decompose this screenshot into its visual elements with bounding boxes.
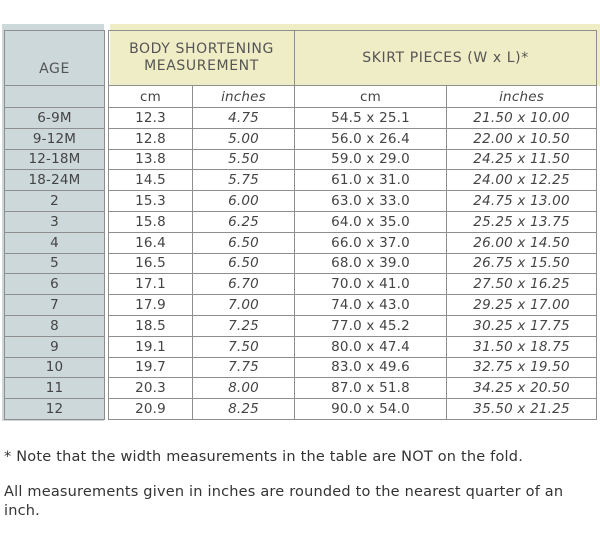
body-cm-cell: 20.9 [109, 399, 193, 420]
table-row [5, 357, 597, 378]
body-inches-cell: 7.75 [193, 357, 295, 378]
units-row [5, 86, 597, 108]
age-cell: 2 [5, 191, 105, 212]
age-cell: 9-12M [5, 128, 105, 149]
fold-note: * Note that the width measurements in the table are NOT on the fold. [4, 449, 523, 465]
age-cell: 11 [5, 378, 105, 399]
skirt-cm-cell: 74.0 x 43.0 [295, 295, 447, 316]
header-row [5, 31, 597, 86]
age-cell: 8 [5, 315, 105, 336]
skirt-cm-cell: 80.0 x 47.4 [295, 336, 447, 357]
skirt-inches-cell: 24.00 x 12.25 [447, 170, 597, 191]
table-row [5, 149, 597, 170]
skirt-inches-cell: 25.25 x 13.75 [447, 211, 597, 232]
body-inches-cell: 7.25 [193, 315, 295, 336]
age-cell: 4 [5, 232, 105, 253]
skirt-cm-cell: 56.0 x 26.4 [295, 128, 447, 149]
body-inches-cell: 5.75 [193, 170, 295, 191]
table-row [5, 232, 597, 253]
body-inches-cell: 6.50 [193, 232, 295, 253]
age-cell: 6 [5, 274, 105, 295]
skirt-inches-cell: 26.00 x 14.50 [447, 232, 597, 253]
body-inches-cell: 4.75 [193, 108, 295, 129]
body-cm-cell: 20.3 [109, 378, 193, 399]
age-units-cell [5, 86, 105, 108]
age-cell: 7 [5, 295, 105, 316]
body-inches-unit: inches [193, 86, 295, 108]
skirt-inches-cell: 35.50 x 21.25 [447, 399, 597, 420]
body-cm-cell: 19.7 [109, 357, 193, 378]
table-row [5, 211, 597, 232]
body-shortening-header: BODY SHORTENING MEASUREMENT [109, 31, 295, 86]
skirt-cm-cell: 54.5 x 25.1 [295, 108, 447, 129]
skirt-inches-cell: 24.75 x 13.00 [447, 191, 597, 212]
body-cm-cell: 19.1 [109, 336, 193, 357]
table-row [5, 399, 597, 420]
skirt-cm-cell: 77.0 x 45.2 [295, 315, 447, 336]
skirt-inches-cell: 34.25 x 20.50 [447, 378, 597, 399]
table-row [5, 274, 597, 295]
age-header: AGE [5, 31, 105, 86]
table-row [5, 253, 597, 274]
skirt-cm-cell: 59.0 x 29.0 [295, 149, 447, 170]
body-cm-cell: 17.9 [109, 295, 193, 316]
body-cm-cell: 13.8 [109, 149, 193, 170]
body-cm-cell: 12.8 [109, 128, 193, 149]
table-row [5, 315, 597, 336]
size-chart-table [4, 30, 597, 420]
body-cm-cell: 18.5 [109, 315, 193, 336]
skirt-inches-cell: 26.75 x 15.50 [447, 253, 597, 274]
table-row [5, 191, 597, 212]
skirt-cm-cell: 66.0 x 37.0 [295, 232, 447, 253]
body-inches-cell: 5.00 [193, 128, 295, 149]
skirt-cm-cell: 64.0 x 35.0 [295, 211, 447, 232]
skirt-inches-cell: 32.75 x 19.50 [447, 357, 597, 378]
table-row [5, 108, 597, 129]
body-inches-cell: 7.00 [193, 295, 295, 316]
body-inches-cell: 6.00 [193, 191, 295, 212]
body-cm-unit: cm [109, 86, 193, 108]
table-row [5, 170, 597, 191]
skirt-inches-cell: 29.25 x 17.00 [447, 295, 597, 316]
table-row [5, 295, 597, 316]
age-cell: 3 [5, 211, 105, 232]
table-body [5, 108, 597, 420]
body-inches-cell: 7.50 [193, 336, 295, 357]
age-cell: 5 [5, 253, 105, 274]
skirt-inches-unit: inches [447, 86, 597, 108]
skirt-inches-cell: 31.50 x 18.75 [447, 336, 597, 357]
body-inches-cell: 8.00 [193, 378, 295, 399]
age-cell: 12 [5, 399, 105, 420]
skirt-cm-cell: 87.0 x 51.8 [295, 378, 447, 399]
body-inches-cell: 6.50 [193, 253, 295, 274]
skirt-cm-cell: 68.0 x 39.0 [295, 253, 447, 274]
skirt-cm-unit: cm [295, 86, 447, 108]
skirt-inches-cell: 24.25 x 11.50 [447, 149, 597, 170]
skirt-cm-cell: 61.0 x 31.0 [295, 170, 447, 191]
age-cell: 18-24M [5, 170, 105, 191]
body-cm-cell: 15.3 [109, 191, 193, 212]
age-cell: 12-18M [5, 149, 105, 170]
age-cell: 10 [5, 357, 105, 378]
table-row [5, 378, 597, 399]
rounding-note: All measurements given in inches are rounded to the nearest quarter of an inch. [4, 484, 564, 519]
skirt-cm-cell: 63.0 x 33.0 [295, 191, 447, 212]
body-cm-cell: 12.3 [109, 108, 193, 129]
body-cm-cell: 17.1 [109, 274, 193, 295]
age-cell: 6-9M [5, 108, 105, 129]
skirt-cm-cell: 90.0 x 54.0 [295, 399, 447, 420]
body-cm-cell: 16.4 [109, 232, 193, 253]
body-cm-cell: 15.8 [109, 211, 193, 232]
table-row [5, 128, 597, 149]
skirt-inches-cell: 22.00 x 10.50 [447, 128, 597, 149]
body-inches-cell: 8.25 [193, 399, 295, 420]
skirt-cm-cell: 83.0 x 49.6 [295, 357, 447, 378]
body-cm-cell: 14.5 [109, 170, 193, 191]
body-inches-cell: 6.25 [193, 211, 295, 232]
skirt-inches-cell: 30.25 x 17.75 [447, 315, 597, 336]
skirt-cm-cell: 70.0 x 41.0 [295, 274, 447, 295]
skirt-inches-cell: 21.50 x 10.00 [447, 108, 597, 129]
body-inches-cell: 6.70 [193, 274, 295, 295]
age-cell: 9 [5, 336, 105, 357]
body-inches-cell: 5.50 [193, 149, 295, 170]
skirt-pieces-header: SKIRT PIECES (W x L)* [295, 31, 597, 86]
body-cm-cell: 16.5 [109, 253, 193, 274]
skirt-inches-cell: 27.50 x 16.25 [447, 274, 597, 295]
table-row [5, 336, 597, 357]
